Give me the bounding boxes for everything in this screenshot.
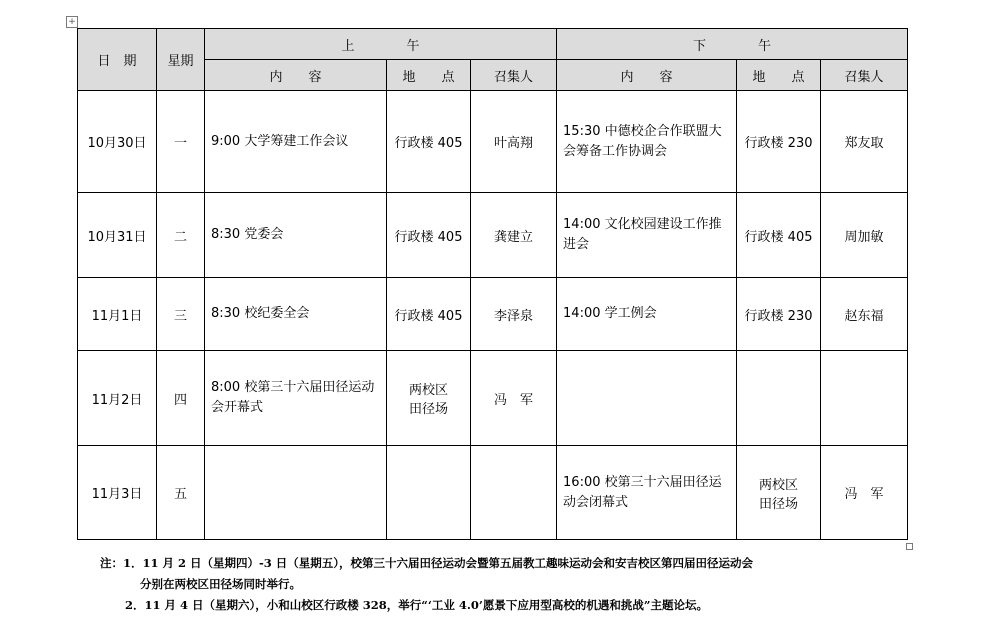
header-am-convener: 召集人 bbox=[471, 60, 557, 91]
table-move-handle-icon[interactable]: + bbox=[66, 16, 78, 28]
pm-location-cell: 行政楼 405 bbox=[737, 193, 821, 278]
header-am-content: 内 容 bbox=[205, 60, 387, 91]
table-row bbox=[78, 278, 908, 351]
header-afternoon: 下 午 bbox=[557, 29, 908, 60]
table-row bbox=[78, 446, 908, 540]
am-content-cell: 9:00 大学筹建工作会议 bbox=[205, 91, 387, 193]
date-cell: 11月2日 bbox=[78, 351, 157, 446]
header-morning: 上 午 bbox=[205, 29, 557, 60]
pm-content-cell: 15:30 中德校企合作联盟大会筹备工作协调会 bbox=[557, 91, 737, 193]
pm-convener-cell: 赵东福 bbox=[821, 278, 908, 351]
pm-location-cell: 行政楼 230 bbox=[737, 278, 821, 351]
am-convener-cell: 李泽泉 bbox=[471, 278, 557, 351]
pm-convener-cell: 冯 军 bbox=[821, 446, 908, 540]
am-convener-cell: 冯 军 bbox=[471, 351, 557, 446]
weekday-cell: 一 bbox=[157, 91, 205, 193]
am-convener-cell: 叶高翔 bbox=[471, 91, 557, 193]
am-content-cell: 8:30 校纪委全会 bbox=[205, 278, 387, 351]
pm-content-cell: 14:00 学工例会 bbox=[557, 278, 737, 351]
pm-content-cell: 14:00 文化校园建设工作推进会 bbox=[557, 193, 737, 278]
pm-location-cell: 行政楼 230 bbox=[737, 91, 821, 193]
am-content-cell: 8:00 校第三十六届田径运动会开幕式 bbox=[205, 351, 387, 446]
pm-location-cell: 两校区田径场 bbox=[737, 446, 821, 540]
am-location-cell: 行政楼 405 bbox=[387, 91, 471, 193]
pm-content-cell: 16:00 校第三十六届田径运动会闭幕式 bbox=[557, 446, 737, 540]
pm-convener-cell bbox=[821, 351, 908, 446]
table-row bbox=[78, 193, 908, 278]
table-row bbox=[78, 91, 908, 193]
pm-location-cell bbox=[737, 351, 821, 446]
am-location-cell bbox=[387, 446, 471, 540]
weekday-cell: 四 bbox=[157, 351, 205, 446]
schedule-table bbox=[77, 28, 908, 540]
note-line-1: 注：1．11 月 2 日（星期四）-3 日（星期五），校第三十六届田径运动会暨第五届教工趣味运动会和安吉校区第四届田径运动会 bbox=[100, 556, 754, 570]
note-line-2: 分别在两校区田径场同时举行。 bbox=[140, 577, 301, 591]
header-weekday: 星期 bbox=[157, 29, 205, 91]
note-line-3: 2．11 月 4 日（星期六），小和山校区行政楼 328，举行“‘工业 4.0’愿景下应用型高校的机遇和挑战”主题论坛。 bbox=[125, 598, 709, 612]
weekday-cell: 五 bbox=[157, 446, 205, 540]
am-content-cell bbox=[205, 446, 387, 540]
date-cell: 11月1日 bbox=[78, 278, 157, 351]
pm-content-cell bbox=[557, 351, 737, 446]
am-convener-cell: 龚建立 bbox=[471, 193, 557, 278]
am-location-cell: 两校区田径场 bbox=[387, 351, 471, 446]
am-content-cell: 8:30 党委会 bbox=[205, 193, 387, 278]
header-pm-content: 内 容 bbox=[557, 60, 737, 91]
date-cell: 10月31日 bbox=[78, 193, 157, 278]
am-convener-cell bbox=[471, 446, 557, 540]
pm-convener-cell: 郑友取 bbox=[821, 91, 908, 193]
table-resize-handle[interactable] bbox=[906, 543, 913, 550]
pm-convener-cell: 周加敏 bbox=[821, 193, 908, 278]
weekday-cell: 三 bbox=[157, 278, 205, 351]
date-cell: 11月3日 bbox=[78, 446, 157, 540]
header-pm-location: 地 点 bbox=[737, 60, 821, 91]
header-date: 日 期 bbox=[78, 29, 157, 91]
weekday-cell: 二 bbox=[157, 193, 205, 278]
table-row bbox=[78, 351, 908, 446]
header-am-location: 地 点 bbox=[387, 60, 471, 91]
header-pm-convener: 召集人 bbox=[821, 60, 908, 91]
am-location-cell: 行政楼 405 bbox=[387, 278, 471, 351]
am-location-cell: 行政楼 405 bbox=[387, 193, 471, 278]
notes bbox=[100, 553, 753, 616]
date-cell: 10月30日 bbox=[78, 91, 157, 193]
